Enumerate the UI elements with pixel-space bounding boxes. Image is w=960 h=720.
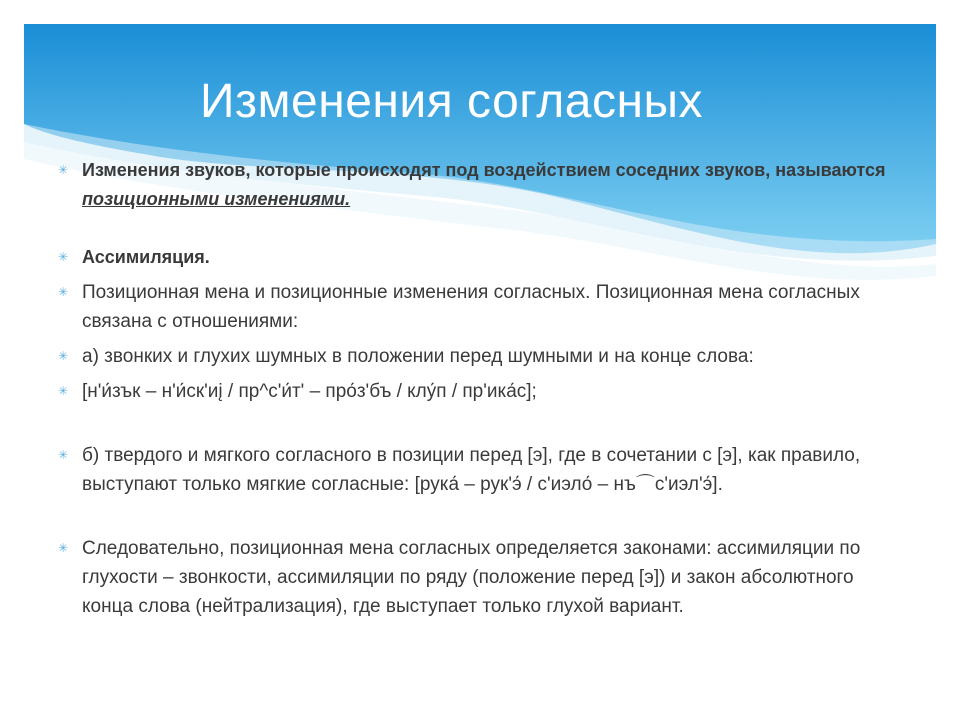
bullet-positional-change [58,278,898,336]
definition-text: Изменения звуков, которые происходят под воздействием соседних звуков, называются [82,160,886,180]
assimilation-text: Ассимиляция. [82,247,210,267]
bullet-assimilation [58,243,898,272]
slide-title: Изменения согласных [200,75,703,128]
asterisk-bullet-icon: ✳ [58,349,69,363]
hard-soft-text: б) твердого и мягкого согласного в позиции перед [э], где в сочетании с [э], как правило, выступают только мягкие согласные: [рука́ – рук'э́ / с'иэло́ – нъ⌒с'иэл'э́]. [82,445,861,495]
asterisk-bullet-icon: ✳ [58,163,69,177]
asterisk-bullet-icon: ✳ [58,448,69,462]
bullet-conclusion [58,534,898,621]
bullet-voiced-voiceless [58,342,898,371]
asterisk-bullet-icon: ✳ [58,285,69,299]
slide-content [58,156,898,621]
conclusion-text: Следовательно, позиционная мена согласных определяется законами: ассимиляции по глухости – звонкости, ассимиляции по ряду (положение перед [э]) и закон абсолютного конца слова (нейтрализация), где выступает только глухой вариант. [82,538,861,617]
asterisk-bullet-icon: ✳ [58,541,69,555]
bullet-transcription-examples [58,377,898,406]
positional-change-text: Позиционная мена и позиционные изменения согласных. Позиционная мена согласных связана с отношениями: [82,282,860,332]
asterisk-bullet-icon: ✳ [58,384,69,398]
transcription-examples-text: [н'и́зък – н'и́ск'иį / пр^с'и́т' – про́з'бъ / клу́п / пр'ика́с]; [82,381,537,402]
bullet-hard-soft [58,441,898,499]
definition-term: позиционными изменениями. [82,189,351,209]
bullet-definition [58,156,898,214]
voiced-voiceless-text: а) звонких и глухих шумных в положении перед шумными и на конце слова: [82,346,754,367]
asterisk-bullet-icon: ✳ [58,250,69,264]
